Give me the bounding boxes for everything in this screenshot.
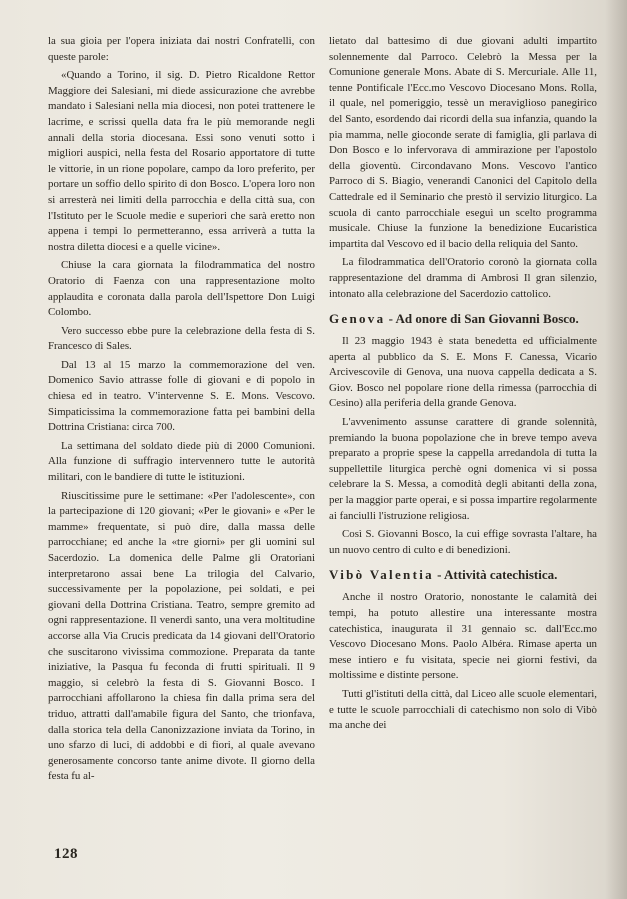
paragraph: Tutti gl'istituti della città, dal Liceo alle scuole elementari, e tutte le scuole parrocchiali di catechismo non solo di Vibò ma anche dei <box>329 687 597 732</box>
paragraph: «Quando a Torino, il sig. D. Pietro Ricaldone Rettor Maggiore dei Salesiani, mi diede assicurazione che avrebbe mandato i Salesiani nella mia diocesi, non potei trattenere le lacrime, e scrissi quella data fra le più memorande negli annali della storia diocesana. Essi sono venuti sotto i migliori auspici, nella festa del Rosario apportatore di tutte le vittorie, in un rione popolare, campo da loro preferito, per portare un soffio dello spirito di don Bosco. L'opera loro non si arresterà nei limiti della parrocchia e della città sua, con l'Istituto per le Scuole medie e superiori che sarà eretto non appena i tempi lo permetteranno, essa arriverà a tutta la nostra diletta diocesi e a quelle vicine». <box>48 69 315 253</box>
section-place: Genova <box>329 311 386 327</box>
paragraph: la sua gioia per l'opera iniziata dai nostri Confratelli, con queste parole: <box>48 35 315 63</box>
left-column <box>48 34 315 788</box>
page-number: 128 <box>54 846 78 862</box>
paragraph: lietato dal battesimo di due giovani adulti impartito solennemente dal Parroco. Celebrò la Messa per la Comunione generale Mons. Abate di S. Mercuriale. Alle 11, tenne Pontificale l'Ecc.mo Vescovo Diocesano Mons. Rolla, il quale, nel pomeriggio, tessè un meraviglioso panegirico del Santo, esordendo dai ricordi della sua infanzia, quando la pia mamma, nelle gioconde serate di famiglia, gli parlava di Don Bosco e lo infervorava di ammirazione per l'apostolo della gioventù. Circondavano Mons. Vescovo l'antico Parroco di S. Biagio, venerandi Canonici del Capitolo della Cattedrale ed il Seminario che prestò il servizio liturgico. La scuola di canto parrocchiale eseguì un scelto programma musicale. Chiuse la funzione la benedizione Eucaristica impartita dal Vescovo ed il bacio della reliquia del Santo. <box>329 35 597 250</box>
section-title: - Attività catechistica. <box>433 567 558 583</box>
paragraph: Il 23 maggio 1943 è stata benedetta ed ufficialmente aperta al pubblico da S. E. Mons F. Canessa, Vicario Arcivescovile di Genova, una nuova cappella dedicata a S. Giov. Bosco nel popolare rione della rimessa (parrocchia di Cesino) alla periferia della grande Genova. <box>329 335 597 410</box>
paragraph: Così S. Giovanni Bosco, la cui effige sovrasta l'altare, ha un nuovo centro di culto e di benedizioni. <box>329 528 597 556</box>
paragraph: Vero successo ebbe pure la celebrazione della festa di S. Francesco di Sales. <box>48 324 315 353</box>
right-column <box>329 34 597 737</box>
section-place: Vibò Valentia <box>329 567 434 583</box>
paragraph: Anche il nostro Oratorio, nonostante le calamità dei tempi, ha potuto allestire una interessante mostra catechistica, inaugurata il 31 gennaio sc. dall'Ecc.mo Vescovo Diocesano Mons. Paolo Albéra. Rimase aperta un mese intiero e fu visitata, specie nei giorni festivi, da moltissime e distinte persone. <box>329 591 597 682</box>
paragraph: L'avvenimento assunse carattere di grande solennità, premiando la buona popolazione che in breve tempo aveva preparato a proprie spese la cappella arredandola di tutta la suppellettile liturgica perchè ogni domenica vi si possa celebrare la S. Messa, a comodità degli abitanti della zona, per la maggior parte operai, e si possa impartire regolarmente ai fanciulli l'istruzione religiosa. <box>329 416 597 522</box>
paragraph: Chiuse la cara giornata la filodrammatica del nostro Oratorio di Faenza con una rappresentazione molto applaudita e coronata dalla parola dell'Ispettore Don Luigi Colombo. <box>48 259 315 319</box>
paragraph: La settimana del soldato diede più di 2000 Comunioni. Alla funzione di suffragio intervennero tutte le autorità militari, con le bandiere di tutte le istituzioni. <box>48 439 315 484</box>
section-heading-genova <box>329 311 597 327</box>
paragraph: Dal 13 al 15 marzo la commemorazione del ven. Domenico Savio attrasse folle di giovani e di popolo in chiesa ed in teatro. V'intervenne S. E. Mons. Vescovo. Simpaticissima la commemorazione fatta pei bambini della Dottrina Cristiana: circa 700. <box>48 358 315 434</box>
page-spine-shadow <box>605 0 627 899</box>
section-title: - Ad onore di San Giovanni Bosco. <box>385 311 579 327</box>
section-heading-vibo <box>329 567 597 583</box>
paragraph: Riuscitissime pure le settimane: «Per l'adolescente», con la partecipazione di 120 giovani; «Per le giovani» e «Per le mamme» frequentate, si può dire, dalla massa delle parrocchiane; ed anche la «tre giorni» per gli uomini sul Sacerdozio. La domenica delle Palme gli Oratoriani interpretarono assai bene La trilogia del Calvario, successivamente per la popolazione, pei soldati, e pei giovani della Dottrina Cristiana. Teatro, sempre gremito ad ogni rappresentazione. Il venerdì santo, una vera moltitudine accorse alla Via Crucis predicata da 14 giovani dell'Oratorio che suscitarono vivissima commozione. Preparata da tante iniziative, la Pasqua fu feconda di frutti spirituali. Il 9 maggio, si celebrò la festa di S. Giovanni Bosco. I parrocchiani affollarono la chiesa fin dalla prima sera del triduo, attratti dall'amabile figura del Santo, che trionfava, dalla storica tela della Canonizzazione inviata da Torino, in uno sfarzo di luci, di addobbi e di fiori, al quale avevano generosamente concorso tante anime divote. Il giorno della festa fu al- <box>48 489 315 783</box>
paragraph: La filodrammatica dell'Oratorio coronò la giornata colla rappresentazione del dramma di Ambrosi Il gran silenzio, intonato alla celebrazione del Sacerdozio cattolico. <box>329 256 597 300</box>
